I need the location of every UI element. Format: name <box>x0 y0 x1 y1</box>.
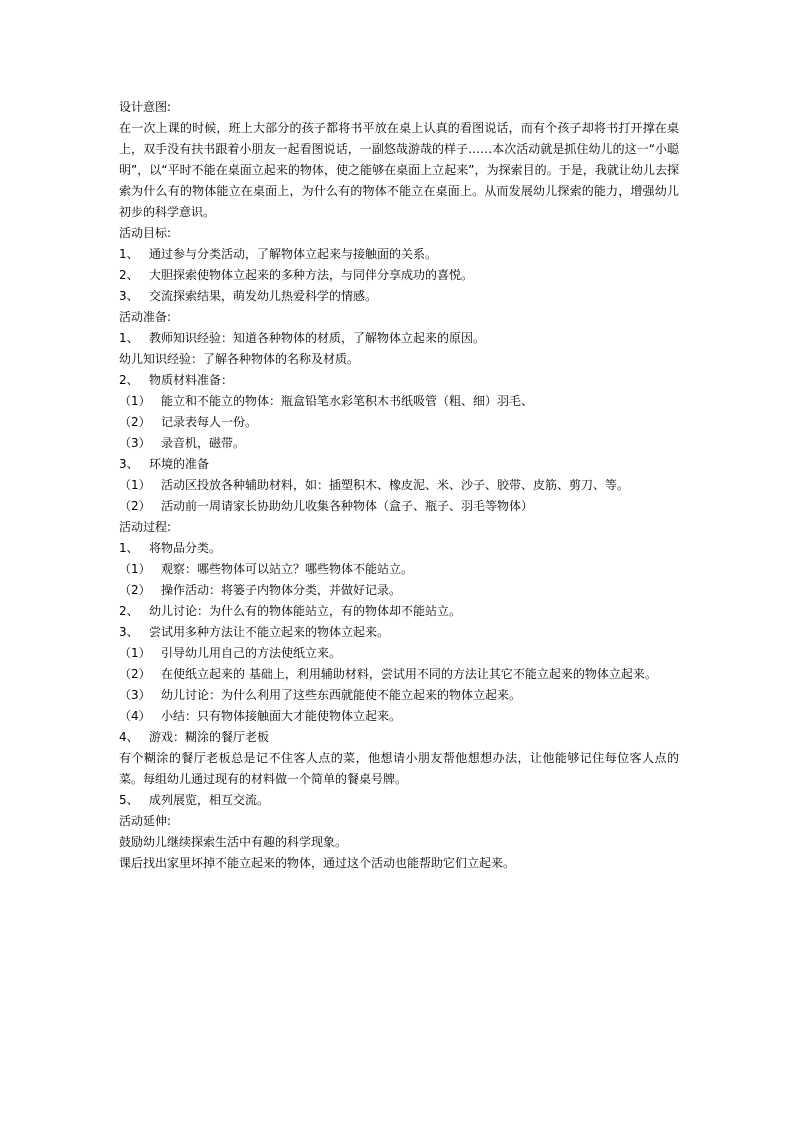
prep-subitem-text: 能立和不能立的物体：瓶盒铅笔水彩笔积木书纸吸管（粗、细）羽毛、 <box>161 394 534 408</box>
prep-subitem <box>119 433 679 454</box>
process-subitem-text: 幼儿讨论：为什么利用了这些东西就能使不能立起来的物体立起来。 <box>161 688 522 702</box>
prep-item <box>119 328 679 349</box>
process-subitem-text: 在使纸立起来的 基础上，利用辅助材料，尝试用不同的方法让其它不能立起来的物体立起来。 <box>161 667 657 681</box>
process-text: 尝试用多种方法让不能立起来的物体立起来。 <box>149 625 390 639</box>
process-subitem-text: 引导幼儿用自己的方法使纸立来。 <box>161 646 342 660</box>
extension-heading: 活动延伸: <box>119 814 172 828</box>
prep-child-knowledge: 幼儿知识经验：了解各种物体的名称及材质。 <box>119 352 360 366</box>
process-heading: 活动过程: <box>119 520 172 534</box>
prep-number: 2、 <box>119 373 139 387</box>
process-number: 1、 <box>119 541 139 555</box>
prep-text: 环境的准备 <box>149 457 210 471</box>
process-item <box>119 538 679 559</box>
prep-subitem-number: （2） <box>119 415 151 429</box>
process-subitem-number: （3） <box>119 688 151 702</box>
prep-text: 物质材料准备： <box>149 373 234 387</box>
prep-subitem <box>119 391 679 412</box>
process-item <box>119 622 679 643</box>
process-text: 幼儿讨论：为什么有的物体能站立，有的物体却不能站立。 <box>149 604 462 618</box>
process-number: 2、 <box>119 604 139 618</box>
process-text: 成列展览，相互交流。 <box>149 793 270 807</box>
goals-heading: 活动目标: <box>119 226 172 240</box>
process-number: 4、 <box>119 730 139 744</box>
goal-number: 2、 <box>119 268 139 282</box>
process-number: 5、 <box>119 793 139 807</box>
design-intent-paragraph: 在一次上课的时候，班上大部分的孩子都将书平放在桌上认真的看图说话，而有个孩子却将书打开撑在桌上，双手没有扶书跟着小朋友一起看图说话，一副悠哉游哉的样子……本次活动就是抓住幼儿的这一“小聪明”，以“平时不能在桌面立起来的物体，使之能够在桌面上立起来”，为探索目的。于是，我就让幼儿去探索为什么有的物体能立在桌面上，为什么有的物体不能立在桌面上。从而发展幼儿探索的能力，增强幼儿初步的科学意识。 <box>119 121 679 219</box>
process-number: 3、 <box>119 625 139 639</box>
prep-number: 1、 <box>119 331 139 345</box>
prep-number: 3、 <box>119 457 139 471</box>
process-subitem-number: （2） <box>119 667 151 681</box>
prep-item <box>119 454 679 475</box>
process-subitem-number: （1） <box>119 646 151 660</box>
design-intent-heading: 设计意图: <box>119 100 172 114</box>
goal-item <box>119 286 679 307</box>
process-subitem-number: （2） <box>119 583 151 597</box>
process-text: 游戏：糊涂的餐厅老板 <box>149 730 270 744</box>
extension-line: 课后找出家里坏掉不能立起来的物体，通过这个活动也能帮助它们立起来。 <box>119 856 516 870</box>
goal-number: 1、 <box>119 247 139 261</box>
prep-heading: 活动准备: <box>119 310 172 324</box>
goal-number: 3、 <box>119 289 139 303</box>
process-item <box>119 790 679 811</box>
prep-subitem <box>119 475 679 496</box>
process-subitem <box>119 643 679 664</box>
prep-subitem-text: 记录表每人一份。 <box>161 415 258 429</box>
prep-subitem-number: （3） <box>119 436 151 450</box>
process-subitem-text: 操作活动：将篓子内物体分类，并做好记录。 <box>161 583 402 597</box>
prep-subitem-text: 活动区投放各种辅助材料，如：插塑积木、橡皮泥、米、沙子、胶带、皮筋、剪刀、等。 <box>161 478 630 492</box>
goal-item <box>119 244 679 265</box>
goal-text: 通过参与分类活动，了解物体立起来与接触面的关系。 <box>149 247 438 261</box>
process-item <box>119 601 679 622</box>
process-subitem-text: 小结：只有物体接触面大才能使物体立起来。 <box>161 709 402 723</box>
prep-item <box>119 370 679 391</box>
process-subitem-text: 观察：哪些物体可以站立？哪些物体不能站立。 <box>161 562 414 576</box>
prep-subitem-number: （2） <box>119 499 151 513</box>
process-subitem <box>119 580 679 601</box>
prep-subitem <box>119 412 679 433</box>
game-description-paragraph: 有个糊涂的餐厅老板总是记不住客人点的菜，他想请小朋友帮他想想办法，让他能够记住每位客人点的菜。每组幼儿通过现有的材料做一个简单的餐桌号牌。 <box>119 751 679 786</box>
prep-subitem-number: （1） <box>119 478 151 492</box>
process-item <box>119 727 679 748</box>
process-subitem <box>119 559 679 580</box>
prep-subitem-text: 活动前一周请家长协助幼儿收集各种物体（盒子、瓶子、羽毛等物体） <box>161 499 534 513</box>
process-subitem-number: （4） <box>119 709 151 723</box>
prep-subitem-number: （1） <box>119 394 151 408</box>
extension-line: 鼓励幼儿继续探索生活中有趣的科学现象。 <box>119 835 348 849</box>
prep-subitem <box>119 496 679 517</box>
process-text: 将物品分类。 <box>149 541 222 555</box>
process-subitem <box>119 706 679 727</box>
process-subitem <box>119 685 679 706</box>
goal-item <box>119 265 679 286</box>
prep-text: 教师知识经验：知道各种物体的材质，了解物体立起来的原因。 <box>149 331 486 345</box>
process-subitem-number: （1） <box>119 562 151 576</box>
document-content <box>119 97 679 874</box>
goal-text: 大胆探索使物体立起来的多种方法，与同伴分享成功的喜悦。 <box>149 268 474 282</box>
process-subitem <box>119 664 679 685</box>
goal-text: 交流探索结果，萌发幼儿热爱科学的情感。 <box>149 289 378 303</box>
prep-subitem-text: 录音机，磁带。 <box>161 436 246 450</box>
